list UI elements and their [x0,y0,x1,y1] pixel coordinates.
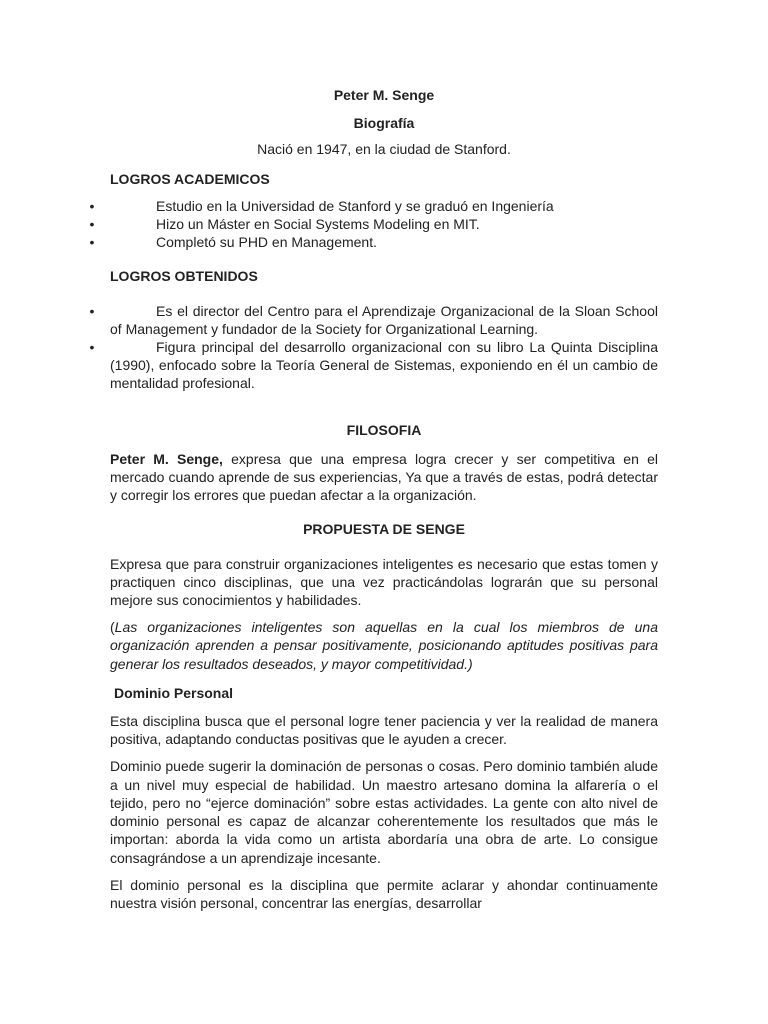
philosophy-paragraph: Peter M. Senge, expresa que una empresa logra crecer y ser competitiva en el mercado cuando aprende de sus experiencias, Ya que a través de estas, podrá detectar y corregir los errores que puedan afectar a la organización. [110,450,658,504]
bullet-icon: • [89,302,95,319]
bullet-icon: • [89,216,95,233]
bullet-icon: • [89,339,95,356]
doc-subtitle: Biografía [353,115,415,132]
bullet-icon: • [89,234,95,251]
document-content [89,86,658,912]
heading-personal-mastery: Dominio Personal [114,684,234,701]
birth-line: Nació en 1947, en la ciudad de Stanford. [257,141,511,158]
proposal-paragraph: Expresa que para construir organizaciones inteligentes es necesario que estas tomen y practiquen cinco disciplinas, que una vez practicándolas lograrán que su personal mejore sus conocimientos y habilidades. [110,555,658,609]
heading-philosophy: FILOSOFIA [346,421,422,438]
personal-paragraph-1: Esta disciplina busca que el personal logre tener paciencia y ver la realidad de manera positiva, adaptando conductas positivas que le ayuden a crecer. [110,713,658,748]
personal-paragraph-2: Dominio puede sugerir la dominación de personas o cosas. Pero dominio también alude a un nivel muy especial de habilidad. Un maestro artesano domina la alfarería o el tejido, pero no “ejerce dominación” sobre estas actividades. La gente con alto nivel de dominio personal es capaz de alcanzar coherentemente los resultados que más le importan: aborda la vida como un artista abordaría una obra de arte. Lo consigue consagrándose a un aprendizaje incesante. [110,758,658,866]
obtained-item: • Es el director del Centro para el Aprendizaje Organizacional de la Sloan School of Management y fundador de la Society for Organizational Learning. [89,302,658,337]
bullet-icon: • [89,197,95,214]
academic-item: • Hizo un Máster en Social Systems Modeling en MIT. [89,216,480,233]
academic-item: • Completó su PHD en Management. [89,234,377,251]
obtained-item: • Figura principal del desarrollo organizacional con su libro La Quinta Disciplina (1990), enfocado sobre la Teoría General de Sistemas, exponiendo en él un cambio de mentalidad profesional. [89,339,658,392]
personal-paragraph-3: El dominio personal es la disciplina que permite aclarar y ahondar continuamente nuestra visión personal, concentrar las energías, desarrollar [110,876,658,911]
proposal-quote: (Las organizaciones inteligentes son aquellas en la cual los miembros de una organización aprenden a pensar positivamente, posicionando aptitudes positivas para generar los resultados deseados, y mayor competitividad.) [110,619,658,672]
academic-item: • Estudio en la Universidad de Stanford y se graduó en Ingeniería [89,197,554,214]
obtained-list [89,302,658,393]
doc-title: Peter M. Senge [333,87,435,103]
heading-proposal: PROPUESTA DE SENGE [303,521,465,538]
heading-academic: LOGROS ACADEMICOS [110,170,270,187]
heading-obtained: LOGROS OBTENIDOS [110,268,258,285]
academic-list [89,197,658,252]
